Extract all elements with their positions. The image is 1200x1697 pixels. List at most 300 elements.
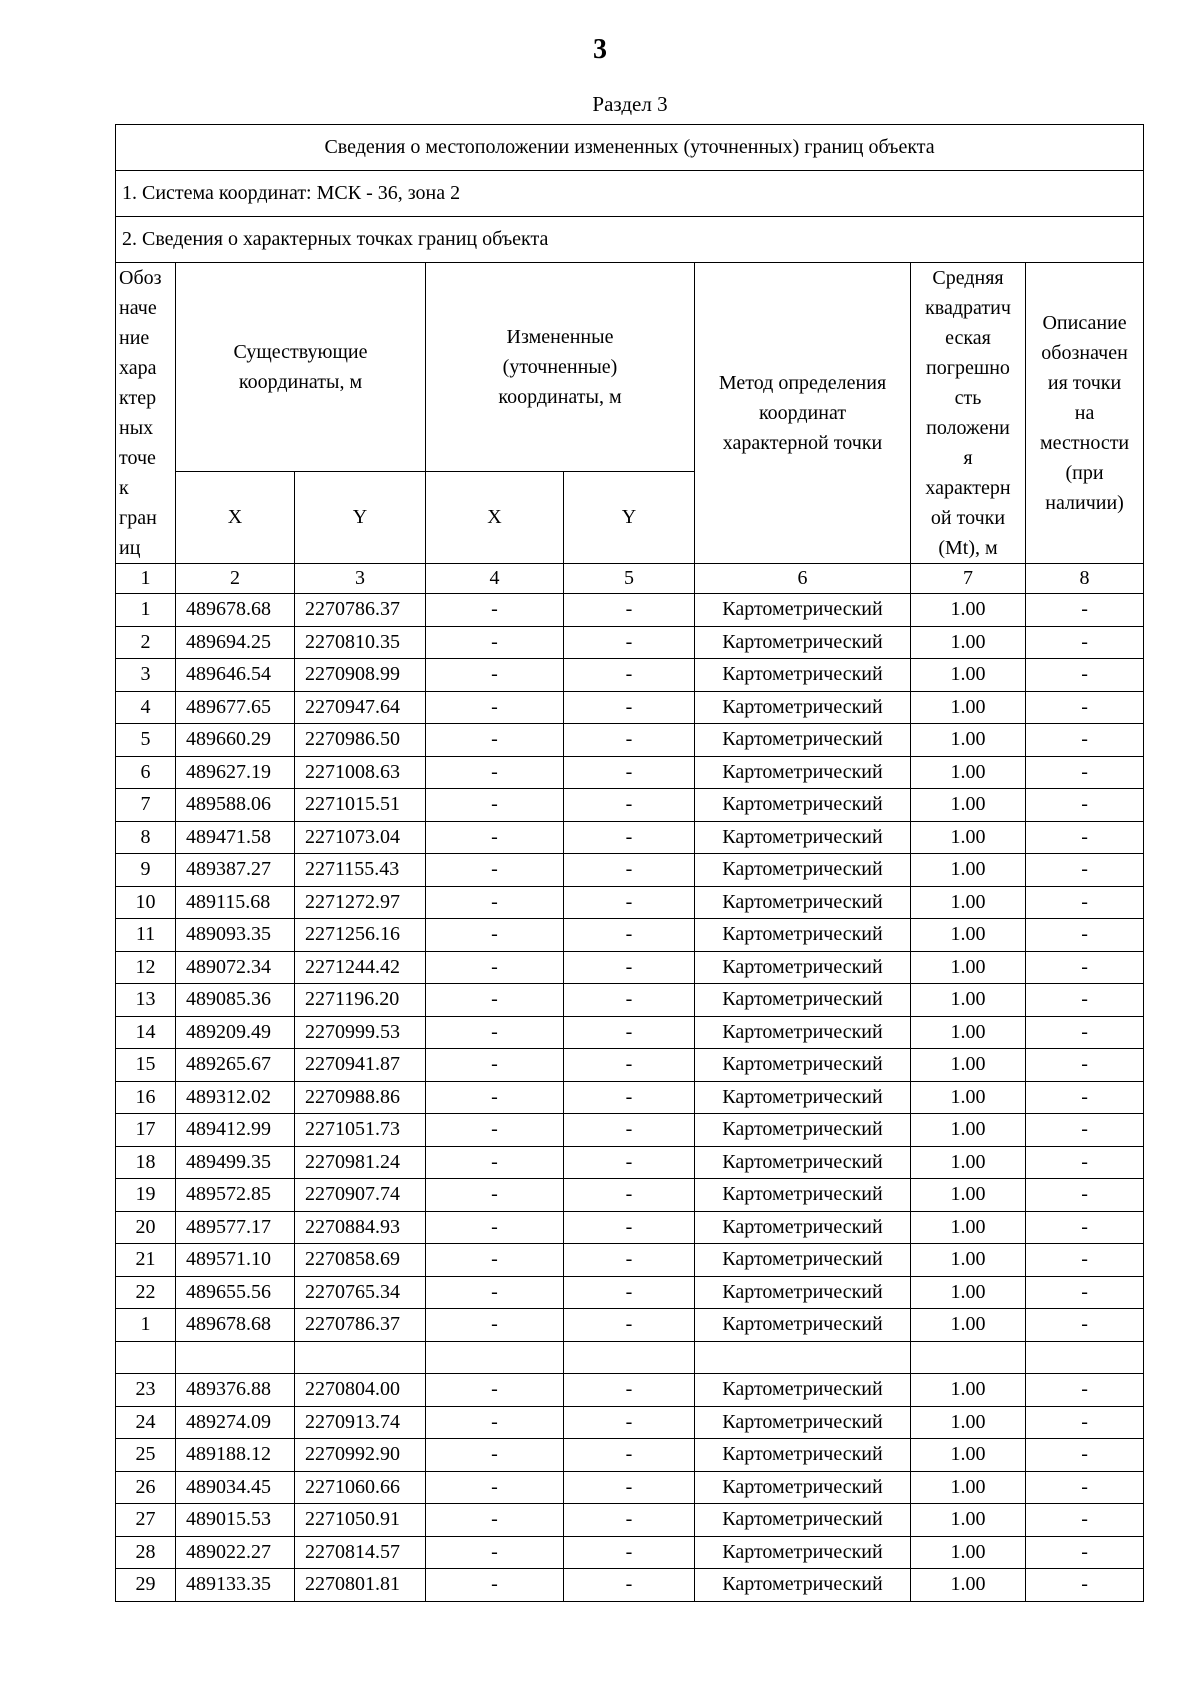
cell-existing-x: 489312.02: [176, 1081, 295, 1114]
table-row: [116, 691, 1144, 724]
cell-point-number: 7: [116, 789, 176, 822]
cell-method: Картометрический: [695, 1276, 911, 1309]
cell-changed-x: -: [426, 886, 564, 919]
table-row: [116, 789, 1144, 822]
header-line: положени: [926, 417, 1010, 439]
cell-method: Картометрический: [695, 1406, 911, 1439]
cell-point-number: 9: [116, 854, 176, 887]
cell-point-number: 18: [116, 1146, 176, 1179]
cell-existing-y: 2270913.74: [295, 1406, 426, 1439]
table-row: [116, 1244, 1144, 1277]
cell-description: -: [1026, 1016, 1144, 1049]
cell-method: Картометрический: [695, 756, 911, 789]
table-row: [116, 1179, 1144, 1212]
table-row: [116, 1471, 1144, 1504]
cell-changed-y: -: [564, 1114, 695, 1147]
table-row: [116, 1146, 1144, 1179]
cell-changed-y: -: [564, 626, 695, 659]
table-row: [116, 1569, 1144, 1602]
table-row: [116, 919, 1144, 952]
header-line: координат: [758, 402, 847, 424]
cell-changed-y: -: [564, 1309, 695, 1342]
cell-mean-square-error: 1.00: [911, 1244, 1026, 1277]
cell-existing-x: 489471.58: [176, 821, 295, 854]
cell-description: -: [1026, 1114, 1144, 1147]
cell-point-number: [116, 1341, 176, 1374]
cell-mean-square-error: 1.00: [911, 1179, 1026, 1212]
cell-method: Картометрический: [695, 1439, 911, 1472]
cell-changed-x: -: [426, 1244, 564, 1277]
cell-existing-x: 489571.10: [176, 1244, 295, 1277]
cell-mean-square-error: 1.00: [911, 951, 1026, 984]
cell-changed-x: -: [426, 1569, 564, 1602]
cell-changed-x: -: [426, 1081, 564, 1114]
table-row: [116, 1276, 1144, 1309]
cell-method: Картометрический: [695, 659, 911, 692]
cell-description: -: [1026, 691, 1144, 724]
cell-changed-x: -: [426, 756, 564, 789]
header-existing-y: Y: [295, 471, 426, 563]
cell-mean-square-error: 1.00: [911, 626, 1026, 659]
cell-description: -: [1026, 1081, 1144, 1114]
cell-method: Картометрический: [695, 1211, 911, 1244]
table-row: [116, 1081, 1144, 1114]
cell-existing-y: 2270999.53: [295, 1016, 426, 1049]
cell-existing-x: 489499.35: [176, 1146, 295, 1179]
table-row: [116, 1504, 1144, 1537]
cell-existing-y: 2271050.91: [295, 1504, 426, 1537]
cell-method: Картометрический: [695, 854, 911, 887]
cell-changed-y: -: [564, 594, 695, 627]
cell-existing-y: 2270814.57: [295, 1536, 426, 1569]
cell-method: Картометрический: [695, 724, 911, 757]
cell-method: Картометрический: [695, 984, 911, 1017]
cell-changed-y: -: [564, 951, 695, 984]
cell-description: -: [1026, 854, 1144, 887]
cell-mean-square-error: 1.00: [911, 1146, 1026, 1179]
cell-mean-square-error: 1.00: [911, 1504, 1026, 1537]
table-row: [116, 1049, 1144, 1082]
cell-mean-square-error: 1.00: [911, 1049, 1026, 1082]
cell-method: Картометрический: [695, 1114, 911, 1147]
cell-changed-y: -: [564, 1374, 695, 1407]
column-number: 7: [911, 564, 1026, 594]
table-row: [116, 1406, 1144, 1439]
cell-existing-y: 2270765.34: [295, 1276, 426, 1309]
header-line: погрешно: [926, 357, 1010, 379]
cell-mean-square-error: 1.00: [911, 659, 1026, 692]
cell-method: Картометрический: [695, 626, 911, 659]
cell-existing-y: 2270908.99: [295, 659, 426, 692]
table-row: [116, 626, 1144, 659]
cell-point-number: 5: [116, 724, 176, 757]
header-existing-coordinates: [176, 263, 426, 472]
cell-existing-y: 2270992.90: [295, 1439, 426, 1472]
cell-point-number: 10: [116, 886, 176, 919]
cell-method: [695, 1341, 911, 1374]
column-number: 8: [1026, 564, 1144, 594]
cell-description: -: [1026, 626, 1144, 659]
cell-method: Картометрический: [695, 691, 911, 724]
table-row: [116, 724, 1144, 757]
cell-existing-y: 2270804.00: [295, 1374, 426, 1407]
cell-existing-y: 2271155.43: [295, 854, 426, 887]
cell-existing-y: 2270941.87: [295, 1049, 426, 1082]
header-row-1: [116, 263, 1144, 472]
cell-existing-y: 2270986.50: [295, 724, 426, 757]
cell-changed-x: -: [426, 854, 564, 887]
cell-description: -: [1026, 1569, 1144, 1602]
cell-existing-y: 2271060.66: [295, 1471, 426, 1504]
column-number: 4: [426, 564, 564, 594]
cell-existing-x: 489188.12: [176, 1439, 295, 1472]
table-title: Сведения о местоположении измененных (уточненных) границ объекта: [116, 125, 1144, 171]
header-line: наче: [119, 297, 157, 319]
cell-changed-x: -: [426, 1471, 564, 1504]
table-row: [116, 756, 1144, 789]
cell-method: Картометрический: [695, 1146, 911, 1179]
cell-changed-y: -: [564, 919, 695, 952]
header-point-designation: [116, 263, 176, 564]
cell-changed-y: -: [564, 886, 695, 919]
cell-changed-x: -: [426, 594, 564, 627]
cell-existing-y: 2271196.20: [295, 984, 426, 1017]
header-changed-x: X: [426, 471, 564, 563]
cell-point-number: 4: [116, 691, 176, 724]
cell-existing-x: 489677.65: [176, 691, 295, 724]
cell-mean-square-error: 1.00: [911, 594, 1026, 627]
cell-method: Картометрический: [695, 886, 911, 919]
cell-mean-square-error: 1.00: [911, 886, 1026, 919]
cell-changed-x: -: [426, 789, 564, 822]
header-line: точе: [119, 447, 156, 469]
cell-point-number: 19: [116, 1179, 176, 1212]
cell-point-number: 6: [116, 756, 176, 789]
cell-mean-square-error: 1.00: [911, 919, 1026, 952]
cell-existing-x: 489085.36: [176, 984, 295, 1017]
header-line: еская: [945, 327, 991, 349]
cell-point-number: 11: [116, 919, 176, 952]
coord-system-row: [116, 171, 1144, 217]
header-point-description: [1026, 263, 1144, 564]
cell-description: -: [1026, 919, 1144, 952]
cell-mean-square-error: 1.00: [911, 789, 1026, 822]
cell-changed-x: -: [426, 1146, 564, 1179]
cell-point-number: 8: [116, 821, 176, 854]
cell-point-number: 25: [116, 1439, 176, 1472]
table-row: [116, 886, 1144, 919]
header-line: ных: [119, 417, 154, 439]
cell-method: Картометрический: [695, 594, 911, 627]
cell-changed-x: -: [426, 691, 564, 724]
cell-existing-x: 489627.19: [176, 756, 295, 789]
header-line: обозначен: [1041, 342, 1128, 364]
cell-existing-y: 2270786.37: [295, 594, 426, 627]
cell-existing-x: 489209.49: [176, 1016, 295, 1049]
header-line: (при: [1065, 462, 1104, 484]
cell-method: Картометрический: [695, 1471, 911, 1504]
cell-method: Картометрический: [695, 1536, 911, 1569]
cell-changed-x: -: [426, 626, 564, 659]
header-line: ктер: [119, 387, 157, 409]
cell-changed-x: -: [426, 1309, 564, 1342]
page-number: 3: [593, 34, 607, 65]
cell-changed-y: -: [564, 1049, 695, 1082]
table-row: [116, 951, 1144, 984]
cell-point-number: 17: [116, 1114, 176, 1147]
cell-changed-y: -: [564, 1276, 695, 1309]
cell-description: -: [1026, 1146, 1144, 1179]
column-number: 2: [176, 564, 295, 594]
column-number: 1: [116, 564, 176, 594]
cell-existing-x: 489265.67: [176, 1049, 295, 1082]
header-line: иц: [119, 537, 141, 559]
header-line: сть: [954, 387, 982, 409]
table-row: [116, 821, 1144, 854]
header-existing-x: X: [176, 471, 295, 563]
cell-changed-y: -: [564, 1504, 695, 1537]
cell-changed-y: -: [564, 1179, 695, 1212]
cell-changed-y: -: [564, 1081, 695, 1114]
cell-existing-y: 2271008.63: [295, 756, 426, 789]
cell-existing-y: 2270947.64: [295, 691, 426, 724]
cell-mean-square-error: 1.00: [911, 756, 1026, 789]
cell-changed-x: -: [426, 1504, 564, 1537]
cell-description: -: [1026, 1049, 1144, 1082]
table-row: [116, 1016, 1144, 1049]
header-line: Существующие: [233, 340, 368, 363]
cell-point-number: 20: [116, 1211, 176, 1244]
cell-existing-x: 489387.27: [176, 854, 295, 887]
coord-system: 1. Система координат: МСК - 36, зона 2: [116, 171, 1144, 217]
cell-point-number: 16: [116, 1081, 176, 1114]
cell-existing-y: 2271073.04: [295, 821, 426, 854]
cell-existing-x: 489133.35: [176, 1569, 295, 1602]
points-heading-row: [116, 217, 1144, 263]
cell-description: -: [1026, 984, 1144, 1017]
cell-method: Картометрический: [695, 1049, 911, 1082]
header-line: наличии): [1045, 492, 1124, 514]
cell-point-number: 3: [116, 659, 176, 692]
header-changed-y: Y: [564, 471, 695, 563]
cell-changed-x: -: [426, 984, 564, 1017]
cell-description: -: [1026, 1244, 1144, 1277]
cell-description: -: [1026, 821, 1144, 854]
cell-changed-y: -: [564, 854, 695, 887]
cell-existing-y: 2270884.93: [295, 1211, 426, 1244]
header-line: координаты, м: [498, 385, 622, 408]
cell-description: -: [1026, 1536, 1144, 1569]
header-line: Метод определения: [718, 372, 887, 394]
cell-method: Картометрический: [695, 1179, 911, 1212]
cell-changed-y: -: [564, 1406, 695, 1439]
header-line: квадратич: [925, 297, 1011, 319]
cell-point-number: 27: [116, 1504, 176, 1537]
table-row: [116, 594, 1144, 627]
cell-existing-x: 489022.27: [176, 1536, 295, 1569]
cell-existing-x: [176, 1341, 295, 1374]
cell-existing-x: 489678.68: [176, 1309, 295, 1342]
cell-description: -: [1026, 1439, 1144, 1472]
header-line: ние: [119, 327, 150, 349]
cell-mean-square-error: 1.00: [911, 1114, 1026, 1147]
table-row-separator: [116, 1341, 1144, 1374]
cell-existing-x: 489412.99: [176, 1114, 295, 1147]
table-row: [116, 984, 1144, 1017]
cell-changed-y: -: [564, 724, 695, 757]
header-line: координаты, м: [238, 370, 363, 393]
cell-description: -: [1026, 789, 1144, 822]
cell-description: -: [1026, 886, 1144, 919]
cell-point-number: 2: [116, 626, 176, 659]
cell-changed-x: -: [426, 1536, 564, 1569]
header-line: ой точки: [930, 507, 1006, 529]
cell-changed-x: -: [426, 951, 564, 984]
cell-existing-x: 489660.29: [176, 724, 295, 757]
cell-method: Картометрический: [695, 1081, 911, 1114]
column-number: 6: [695, 564, 911, 594]
cell-existing-y: 2270801.81: [295, 1569, 426, 1602]
cell-description: -: [1026, 756, 1144, 789]
section-label: Раздел 3: [592, 92, 668, 116]
cell-mean-square-error: 1.00: [911, 1081, 1026, 1114]
cell-point-number: 13: [116, 984, 176, 1017]
cell-existing-x: 489572.85: [176, 1179, 295, 1212]
cell-description: -: [1026, 951, 1144, 984]
header-changed-coordinates: [426, 263, 695, 472]
cell-mean-square-error: [911, 1341, 1026, 1374]
cell-description: -: [1026, 724, 1144, 757]
header-line: Описание: [1042, 312, 1127, 334]
header-line: (уточненные): [502, 355, 618, 378]
cell-changed-y: -: [564, 1569, 695, 1602]
cell-point-number: 12: [116, 951, 176, 984]
cell-method: Картометрический: [695, 789, 911, 822]
table-row: [116, 1536, 1144, 1569]
table-row: [116, 659, 1144, 692]
cell-description: -: [1026, 594, 1144, 627]
cell-method: Картометрический: [695, 1569, 911, 1602]
cell-method: Картометрический: [695, 951, 911, 984]
cell-existing-y: 2271244.42: [295, 951, 426, 984]
cell-changed-x: -: [426, 1049, 564, 1082]
header-line: к: [119, 477, 129, 499]
cell-point-number: 28: [116, 1536, 176, 1569]
cell-mean-square-error: 1.00: [911, 821, 1026, 854]
cell-changed-y: -: [564, 691, 695, 724]
cell-mean-square-error: 1.00: [911, 1309, 1026, 1342]
header-line: Обоз: [119, 267, 162, 289]
cell-mean-square-error: 1.00: [911, 1276, 1026, 1309]
table-row: [116, 1374, 1144, 1407]
cell-existing-y: 2270988.86: [295, 1081, 426, 1114]
cell-description: -: [1026, 1374, 1144, 1407]
cell-changed-x: -: [426, 724, 564, 757]
cell-changed-x: -: [426, 1439, 564, 1472]
header-method: [695, 263, 911, 564]
cell-mean-square-error: 1.00: [911, 1536, 1026, 1569]
boundary-points-table: [115, 124, 1144, 1602]
cell-changed-x: -: [426, 919, 564, 952]
cell-description: -: [1026, 1309, 1144, 1342]
cell-point-number: 21: [116, 1244, 176, 1277]
cell-existing-y: 2270810.35: [295, 626, 426, 659]
header-line: характерн: [925, 477, 1011, 499]
cell-existing-x: 489646.54: [176, 659, 295, 692]
cell-changed-y: -: [564, 1211, 695, 1244]
cell-changed-x: -: [426, 1406, 564, 1439]
cell-mean-square-error: 1.00: [911, 854, 1026, 887]
cell-changed-y: [564, 1341, 695, 1374]
column-number-row: [116, 564, 1144, 594]
cell-existing-y: 2271051.73: [295, 1114, 426, 1147]
cell-existing-x: 489072.34: [176, 951, 295, 984]
header-line: (Mt), м: [938, 537, 998, 559]
cell-existing-x: 489015.53: [176, 1504, 295, 1537]
cell-description: -: [1026, 1179, 1144, 1212]
cell-existing-y: 2270786.37: [295, 1309, 426, 1342]
cell-existing-y: 2271256.16: [295, 919, 426, 952]
cell-existing-x: 489034.45: [176, 1471, 295, 1504]
cell-changed-x: -: [426, 1179, 564, 1212]
cell-changed-y: -: [564, 1471, 695, 1504]
cell-changed-y: -: [564, 1244, 695, 1277]
cell-changed-x: [426, 1341, 564, 1374]
cell-existing-y: 2270907.74: [295, 1179, 426, 1212]
table-row: [116, 1309, 1144, 1342]
cell-changed-y: -: [564, 1536, 695, 1569]
cell-method: Картометрический: [695, 1309, 911, 1342]
cell-changed-y: -: [564, 756, 695, 789]
header-line: Средняя: [932, 267, 1004, 289]
cell-mean-square-error: 1.00: [911, 1211, 1026, 1244]
cell-existing-y: 2270858.69: [295, 1244, 426, 1277]
cell-existing-x: 489577.17: [176, 1211, 295, 1244]
cell-description: [1026, 1341, 1144, 1374]
cell-mean-square-error: 1.00: [911, 691, 1026, 724]
cell-description: -: [1026, 1211, 1144, 1244]
cell-existing-x: 489093.35: [176, 919, 295, 952]
table-row: [116, 1211, 1144, 1244]
cell-existing-x: 489655.56: [176, 1276, 295, 1309]
cell-description: -: [1026, 1471, 1144, 1504]
cell-changed-x: -: [426, 1114, 564, 1147]
cell-method: Картометрический: [695, 1016, 911, 1049]
cell-existing-y: 2271272.97: [295, 886, 426, 919]
header-line: ия точки: [1047, 372, 1122, 394]
cell-mean-square-error: 1.00: [911, 1374, 1026, 1407]
cell-existing-x: 489274.09: [176, 1406, 295, 1439]
points-heading: 2. Сведения о характерных точках границ объекта: [116, 217, 1144, 263]
table-row: [116, 1439, 1144, 1472]
cell-point-number: 1: [116, 594, 176, 627]
cell-changed-x: -: [426, 1211, 564, 1244]
cell-existing-x: 489115.68: [176, 886, 295, 919]
column-number: 3: [295, 564, 426, 594]
cell-existing-x: 489588.06: [176, 789, 295, 822]
cell-point-number: 15: [116, 1049, 176, 1082]
header-line: я: [963, 447, 973, 469]
cell-point-number: 14: [116, 1016, 176, 1049]
cell-changed-x: -: [426, 821, 564, 854]
cell-point-number: 23: [116, 1374, 176, 1407]
cell-changed-y: -: [564, 1439, 695, 1472]
cell-changed-y: -: [564, 659, 695, 692]
header-line: местности: [1039, 432, 1130, 454]
cell-changed-y: -: [564, 1016, 695, 1049]
cell-mean-square-error: 1.00: [911, 1406, 1026, 1439]
table-row: [116, 854, 1144, 887]
